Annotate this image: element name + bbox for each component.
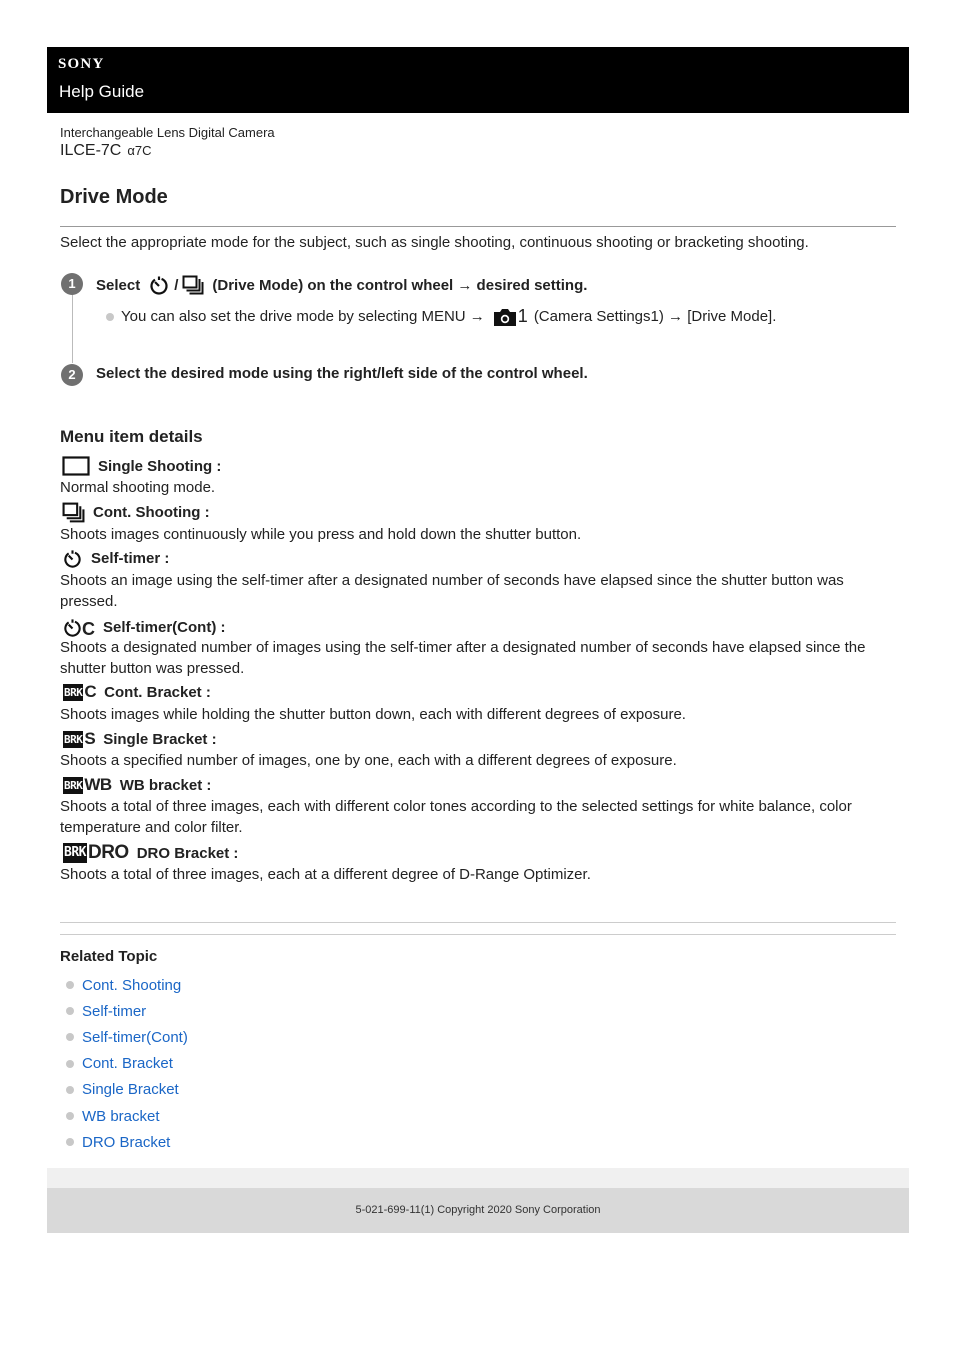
list-item: [66, 1103, 188, 1129]
item-cont-bracket-desc: Shoots images while holding the shutter button down, each with different degrees of exposure.: [60, 706, 686, 723]
item-single-shooting-desc: Normal shooting mode.: [60, 479, 216, 496]
bullet-icon: [66, 1138, 74, 1146]
step-1-slash: /: [174, 276, 179, 294]
cont-shooting-icon: [62, 502, 85, 523]
help-guide-title: Help Guide: [59, 82, 145, 101]
item-cont-shooting-desc: Shoots images continuously while you press and hold down the shutter button.: [60, 526, 582, 543]
intro-text: Select the appropriate mode for the subject, such as single shooting, continuous shooting or bracketing shooting.: [60, 234, 809, 251]
self-timer-icon: [148, 274, 170, 296]
list-item: [66, 1051, 188, 1077]
related-link-cont-bracket[interactable]: Cont. Bracket: [82, 1055, 173, 1073]
step-1-note-pre: You can also set the drive mode by selecting MENU →: [121, 308, 485, 325]
item-dro-bracket-heading: [63, 842, 238, 864]
product-model: [60, 142, 152, 160]
self-timer-cont-icon-letter: C: [82, 619, 95, 639]
page-title: Drive Mode: [60, 186, 168, 208]
bullet-icon: [66, 1060, 74, 1068]
footer-copyright: 5-021-699-11(1) Copyright 2020 Sony Corporation: [47, 1188, 909, 1233]
related-link-dro-bracket[interactable]: DRO Bracket: [82, 1133, 171, 1151]
step-1-note-post: (Camera Settings1) → [Drive Mode].: [533, 308, 777, 325]
wb-bracket-icon-brk: BRK: [64, 778, 83, 792]
menu-item-details-heading: Menu item details: [60, 427, 203, 446]
related-link-self-timer[interactable]: Self-timer: [82, 1002, 147, 1020]
item-dro-bracket-desc: Shoots a total of three images, each at a different degree of D-Range Optimizer.: [60, 866, 591, 883]
item-cont-shooting-heading: [62, 502, 210, 523]
related-link-wb-bracket[interactable]: WB bracket: [82, 1107, 160, 1125]
related-link-single-bracket[interactable]: Single Bracket: [82, 1081, 179, 1099]
wb-bracket-icon-letters: WB: [84, 775, 112, 794]
bullet-icon: [66, 981, 74, 989]
wb-bracket-icon: [63, 775, 112, 795]
cont-shooting-icon: [182, 275, 204, 295]
model-alias: α7C: [127, 143, 152, 158]
single-shooting-icon: [62, 456, 90, 476]
related-divider-bottom: [60, 934, 896, 935]
list-item: [66, 972, 188, 998]
cont-bracket-icon: [63, 682, 96, 702]
item-single-bracket-heading: [63, 729, 217, 749]
steps-connector-line: [72, 293, 73, 363]
related-topic-list: [66, 972, 188, 1155]
step-1-text: [96, 274, 587, 296]
related-link-self-timer-cont[interactable]: Self-timer(Cont): [82, 1028, 188, 1046]
product-category: Interchangeable Lens Digital Camera: [60, 125, 275, 140]
step-1-note: [121, 306, 776, 327]
bullet-icon: [66, 1112, 74, 1120]
bullet-icon: [66, 1007, 74, 1015]
footer-spacer: [47, 1168, 909, 1188]
item-cont-bracket-heading: [63, 682, 211, 702]
list-item: [66, 1024, 188, 1050]
cont-bracket-icon-brk: BRK: [64, 685, 83, 699]
item-wb-bracket-desc: Shoots a total of three images, each with different color tones according to the selected settings for white balance, color temperature and color filter.: [60, 798, 852, 836]
list-item: [66, 998, 188, 1024]
bullet-icon: [66, 1033, 74, 1041]
related-link-cont-shooting[interactable]: Cont. Shooting: [82, 976, 182, 994]
item-single-bracket-desc: Shoots a specified number of images, one by one, each with a different degrees of exposure.: [60, 752, 677, 769]
step-1-pre: Select: [96, 276, 141, 294]
single-bracket-icon: [63, 729, 95, 749]
single-bracket-icon-brk: BRK: [64, 732, 83, 746]
step-1-post: (Drive Mode) on the control wheel → desired setting.: [212, 276, 588, 294]
list-item: [66, 1077, 188, 1103]
item-self-timer-cont-desc: Shoots a designated number of images using the self-timer after a designated number of seconds have elapsed since the shutter button was pressed.: [60, 639, 866, 677]
step-2-number: 2: [61, 364, 83, 386]
header-bar: [47, 47, 909, 113]
item-wb-bracket-heading: [63, 775, 211, 795]
step-1-note-bullet: [106, 313, 114, 321]
list-item: [66, 1129, 188, 1155]
item-dro-bracket-name: DRO Bracket :: [136, 844, 239, 862]
title-divider: [60, 226, 896, 227]
camera-settings-number: 1: [517, 306, 528, 326]
step-2-text: Select the desired mode using the right/left side of the control wheel.: [96, 365, 588, 382]
item-single-bracket-name: Single Bracket :: [103, 730, 217, 748]
item-single-shooting-heading: [62, 456, 221, 476]
sony-logo: SONY: [58, 56, 105, 72]
self-timer-icon: [62, 548, 83, 569]
single-bracket-icon-letter: S: [84, 729, 96, 748]
item-self-timer-cont-name: Self-timer(Cont) :: [103, 619, 226, 636]
model-number: ILCE-7C: [60, 142, 122, 159]
item-single-shooting-name: Single Shooting :: [98, 457, 222, 475]
item-self-timer-desc: Shoots an image using the self-timer after a designated number of seconds have elapsed since the shutter button was pressed.: [60, 572, 844, 610]
item-self-timer-heading: [62, 548, 169, 569]
item-cont-bracket-name: Cont. Bracket :: [104, 683, 211, 701]
related-topic-heading: Related Topic: [60, 948, 158, 965]
dro-bracket-icon-brk: BRK: [63, 843, 87, 863]
camera-settings-icon: [493, 306, 528, 327]
step-1-number: 1: [61, 273, 83, 295]
dro-bracket-icon-letters: DRO: [87, 842, 129, 863]
item-wb-bracket-name: WB bracket :: [119, 776, 212, 794]
item-cont-shooting-name: Cont. Shooting :: [93, 504, 210, 521]
cont-bracket-icon-letter: C: [84, 682, 97, 701]
related-divider-top: [60, 922, 896, 923]
bullet-icon: [66, 1086, 74, 1094]
item-self-timer-name: Self-timer :: [91, 550, 170, 567]
dro-bracket-icon: [63, 842, 129, 864]
